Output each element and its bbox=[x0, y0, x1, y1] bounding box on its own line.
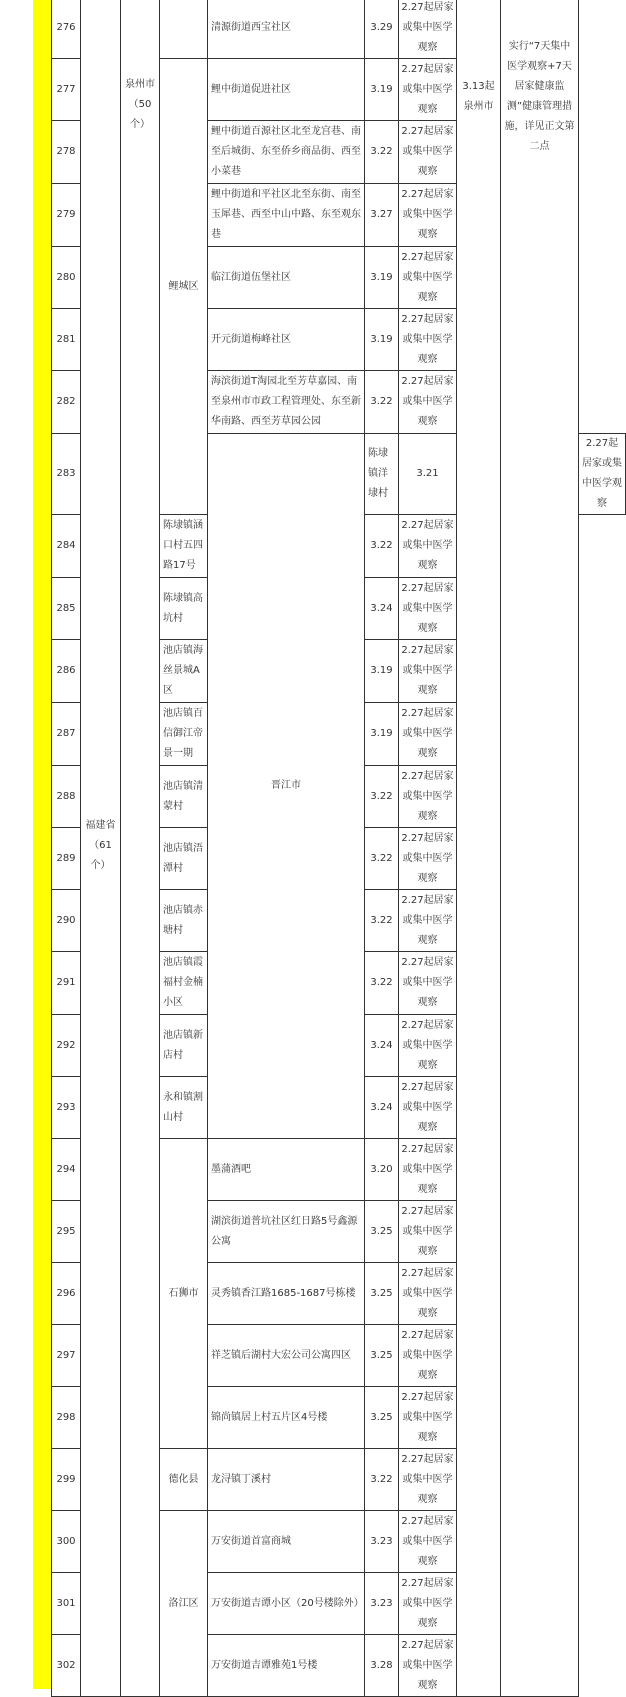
province-label: 福建省（61个） bbox=[85, 820, 116, 871]
address-cell: 祥芝镇后湖村大宏公司公寓四区 bbox=[208, 1325, 365, 1387]
row-number: 291 bbox=[52, 952, 81, 1015]
address-cell: 湖滨街道普坑社区红日路5号鑫源公寓 bbox=[208, 1201, 365, 1263]
yellow-margin-strip bbox=[33, 0, 51, 1689]
measure-cell: 2.27起居家或集中医学观察 bbox=[399, 309, 457, 371]
address-cell: 鲤中街道百源社区北至龙宫巷、南至后城街、东至侨乡商品街、西至小菜巷 bbox=[208, 121, 365, 184]
row-number: 295 bbox=[52, 1201, 81, 1263]
address-cell: 池店镇浯潭村 bbox=[160, 828, 208, 890]
address-cell: 万安街道吉谭雅苑1号楼 bbox=[208, 1635, 365, 1697]
row-number: 282 bbox=[52, 371, 81, 434]
address-cell: 锦尚镇居上村五片区4号楼 bbox=[208, 1387, 365, 1449]
measure-cell: 2.27起居家或集中医学观察 bbox=[399, 515, 457, 578]
address-cell: 万安街道吉谭小区（20号楼除外） bbox=[208, 1573, 365, 1635]
row-number: 281 bbox=[52, 309, 81, 371]
region-date-label: 3.13起泉州市 bbox=[462, 81, 495, 112]
date-cell: 3.28 bbox=[365, 1635, 399, 1697]
address-cell: 池店镇新店村 bbox=[160, 1015, 208, 1077]
city-cell bbox=[121, 0, 160, 1697]
measure-cell: 2.27起居家或集中医学观察 bbox=[399, 578, 457, 640]
district-cell: 鲤城区 bbox=[160, 59, 208, 515]
note-text: 实行“7天集中医学观察+7天居家健康监测”健康管理措施，详见正文第二点 bbox=[504, 41, 575, 152]
row-number: 298 bbox=[52, 1387, 81, 1449]
address-cell: 陈埭镇洋埭村 bbox=[365, 434, 399, 515]
row-number: 297 bbox=[52, 1325, 81, 1387]
measure-cell: 2.27起居家或集中医学观察 bbox=[399, 371, 457, 434]
row-number: 283 bbox=[52, 434, 81, 515]
risk-area-table bbox=[51, 0, 626, 1697]
address-cell: 开元街道梅峰社区 bbox=[208, 309, 365, 371]
address-cell: 墨蒲酒吧 bbox=[208, 1139, 365, 1201]
date-cell: 3.22 bbox=[365, 1449, 399, 1511]
row-number: 285 bbox=[52, 578, 81, 640]
address-cell: 永和镇割山村 bbox=[160, 1077, 208, 1139]
date-cell: 3.23 bbox=[365, 1511, 399, 1573]
measure-cell: 2.27起居家或集中医学观察 bbox=[399, 1077, 457, 1139]
date-cell: 3.25 bbox=[365, 1325, 399, 1387]
province-cell bbox=[81, 0, 121, 1697]
measure-cell: 2.27起居家或集中医学观察 bbox=[399, 828, 457, 890]
row-number: 296 bbox=[52, 1263, 81, 1325]
address-cell: 池店镇赤塘村 bbox=[160, 890, 208, 952]
date-cell: 3.29 bbox=[365, 0, 399, 59]
region-date-cell bbox=[457, 0, 501, 1697]
address-cell: 鲤中街道促进社区 bbox=[208, 59, 365, 121]
measure-cell: 2.27起居家或集中医学观察 bbox=[399, 1325, 457, 1387]
row-number: 284 bbox=[52, 515, 81, 578]
district-cell: 晋江市 bbox=[208, 434, 365, 1139]
date-cell: 3.22 bbox=[365, 121, 399, 184]
date-cell: 3.19 bbox=[365, 309, 399, 371]
measure-cell: 2.27起居家或集中医学观察 bbox=[399, 1201, 457, 1263]
address-cell: 万安街道首富商城 bbox=[208, 1511, 365, 1573]
row-number: 287 bbox=[52, 703, 81, 766]
measure-cell: 2.27起居家或集中医学观察 bbox=[399, 890, 457, 952]
row-number: 286 bbox=[52, 640, 81, 703]
date-cell: 3.22 bbox=[365, 371, 399, 434]
row-number: 279 bbox=[52, 184, 81, 247]
measure-cell: 2.27起居家或集中医学观察 bbox=[399, 952, 457, 1015]
measure-cell: 2.27起居家或集中医学观察 bbox=[399, 1449, 457, 1511]
row-number: 277 bbox=[52, 59, 81, 121]
row-number: 302 bbox=[52, 1635, 81, 1697]
date-cell: 3.25 bbox=[365, 1263, 399, 1325]
address-cell: 临江街道伍堡社区 bbox=[208, 247, 365, 309]
measure-cell: 2.27起居家或集中医学观察 bbox=[399, 703, 457, 766]
measure-cell: 2.27起居家或集中医学观察 bbox=[579, 434, 626, 515]
address-cell: 池店镇海丝景城A区 bbox=[160, 640, 208, 703]
measure-cell: 2.27起居家或集中医学观察 bbox=[399, 1387, 457, 1449]
address-cell: 灵秀镇香江路1685-1687号栋楼 bbox=[208, 1263, 365, 1325]
date-cell: 3.25 bbox=[365, 1201, 399, 1263]
row-number: 290 bbox=[52, 890, 81, 952]
district-cell: 洛江区 bbox=[160, 1511, 208, 1697]
date-cell: 3.19 bbox=[365, 703, 399, 766]
row-number: 278 bbox=[52, 121, 81, 184]
row-number: 300 bbox=[52, 1511, 81, 1573]
address-cell: 龙浔镇丁溪村 bbox=[208, 1449, 365, 1511]
date-cell: 3.24 bbox=[365, 578, 399, 640]
date-cell: 3.19 bbox=[365, 247, 399, 309]
date-cell: 3.22 bbox=[365, 766, 399, 828]
row-number: 293 bbox=[52, 1077, 81, 1139]
measure-cell: 2.27起居家或集中医学观察 bbox=[399, 121, 457, 184]
row-number: 289 bbox=[52, 828, 81, 890]
date-cell: 3.23 bbox=[365, 1573, 399, 1635]
address-cell: 鲤中街道和平社区北至东街、南至玉犀巷、西至中山中路、东至观东巷 bbox=[208, 184, 365, 247]
date-cell: 3.24 bbox=[365, 1077, 399, 1139]
date-cell: 3.21 bbox=[399, 434, 457, 515]
address-cell: 海滨街道T淘园北至芳草嘉园、南至泉州市市政工程管理处、东至新华南路、西至芳草园公园 bbox=[208, 371, 365, 434]
address-cell: 陈埭镇高坑村 bbox=[160, 578, 208, 640]
measure-cell: 2.27起居家或集中医学观察 bbox=[399, 766, 457, 828]
measure-cell: 2.27起居家或集中医学观察 bbox=[399, 1573, 457, 1635]
measure-cell: 2.27起居家或集中医学观察 bbox=[399, 184, 457, 247]
address-cell: 池店镇霞福村金楠小区 bbox=[160, 952, 208, 1015]
measure-cell: 2.27起居家或集中医学观察 bbox=[399, 247, 457, 309]
measure-cell: 2.27起居家或集中医学观察 bbox=[399, 1139, 457, 1201]
measure-cell: 2.27起居家或集中医学观察 bbox=[399, 0, 457, 59]
address-cell: 清源街道西宝社区 bbox=[208, 0, 365, 59]
measure-cell: 2.27起居家或集中医学观察 bbox=[399, 1015, 457, 1077]
row-number: 294 bbox=[52, 1139, 81, 1201]
row-number: 301 bbox=[52, 1573, 81, 1635]
date-cell: 3.19 bbox=[365, 59, 399, 121]
row-number: 276 bbox=[52, 0, 81, 59]
table-row bbox=[52, 0, 626, 59]
measure-cell: 2.27起居家或集中医学观察 bbox=[399, 1263, 457, 1325]
district-cell bbox=[160, 0, 208, 59]
date-cell: 3.22 bbox=[365, 890, 399, 952]
date-cell: 3.22 bbox=[365, 828, 399, 890]
note-cell bbox=[501, 0, 579, 1697]
district-cell: 石狮市 bbox=[160, 1139, 208, 1449]
date-cell: 3.27 bbox=[365, 184, 399, 247]
address-cell: 池店镇百信御江帝景一期 bbox=[160, 703, 208, 766]
date-cell: 3.20 bbox=[365, 1139, 399, 1201]
measure-cell: 2.27起居家或集中医学观察 bbox=[399, 1635, 457, 1697]
date-cell: 3.22 bbox=[365, 952, 399, 1015]
row-number: 299 bbox=[52, 1449, 81, 1511]
date-cell: 3.24 bbox=[365, 1015, 399, 1077]
date-cell: 3.22 bbox=[365, 515, 399, 578]
date-cell: 3.25 bbox=[365, 1387, 399, 1449]
measure-cell: 2.27起居家或集中医学观察 bbox=[399, 59, 457, 121]
district-cell: 德化县 bbox=[160, 1449, 208, 1511]
address-cell: 池店镇清蒙村 bbox=[160, 766, 208, 828]
address-cell: 陈埭镇涵口村五四路17号 bbox=[160, 515, 208, 578]
row-number: 292 bbox=[52, 1015, 81, 1077]
row-number: 280 bbox=[52, 247, 81, 309]
measure-cell: 2.27起居家或集中医学观察 bbox=[399, 640, 457, 703]
city-label: 泉州市（50个） bbox=[125, 79, 155, 130]
row-number: 288 bbox=[52, 766, 81, 828]
measure-cell: 2.27起居家或集中医学观察 bbox=[399, 1511, 457, 1573]
date-cell: 3.19 bbox=[365, 640, 399, 703]
